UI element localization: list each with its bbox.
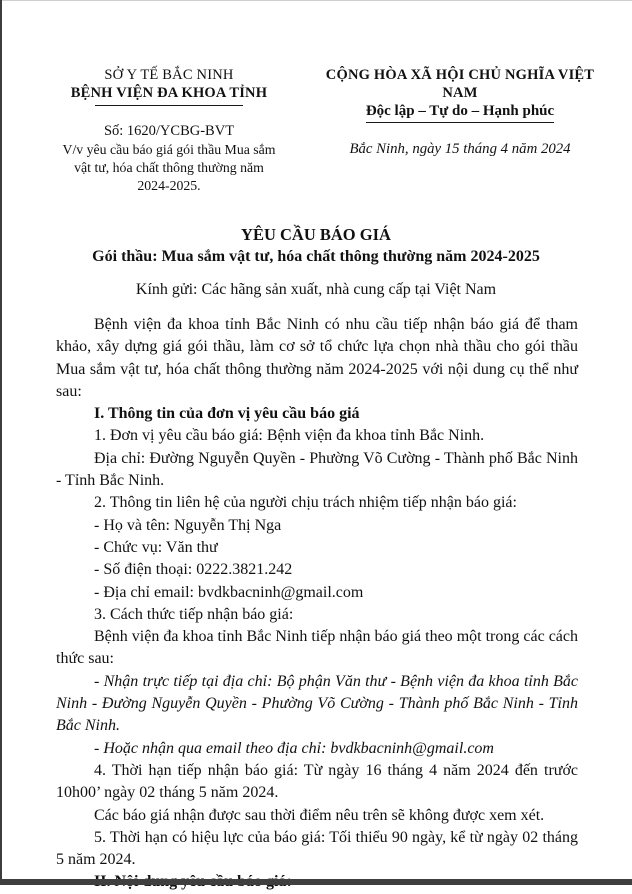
contact-email: - Địa chỉ email: bvdkbacninh@gmail.com [94,583,364,601]
place-date-line: Bắc Ninh, ngày 15 tháng 4 năm 2024 [349,141,571,157]
document-body [56,314,578,894]
scan-edge-bottom [0,879,632,885]
item4-late-note: Các báo giá nhận được sau thời điểm nêu trên sẽ không được xem xét. [94,806,545,824]
method-email-delivery: - Hoặc nhận qua email theo địa chỉ: bvdkbacninh@gmail.com [94,739,494,757]
contact-title: - Chức vụ: Văn thư [94,538,218,556]
national-motto-line1: CỘNG HÒA XÃ HỘI CHỦ NGHĨA VIỆT NAM [325,67,595,101]
scan-edge-top [0,0,632,1]
document-number: Số: 1620/YCBG-BVT [103,123,235,139]
issuing-org-block [34,66,304,195]
document-header [0,0,632,195]
item2-contact-heading: 2. Thông tin liên hệ của người chịu trách nhiệm tiếp nhận báo giá: [94,494,517,512]
unit-address: Địa chỉ: Đường Nguyễn Quyền - Phường Võ Cường - Thành phố Bắc Ninh - Tỉnh Bắc Ninh. [56,449,578,490]
item3-method-heading: 3. Cách thức tiếp nhận báo giá: [94,605,294,623]
parent-org-name: SỞ Y TẾ BẮC NINH [104,67,234,83]
document-subject: V/v yêu cầu báo giá gói thầu Mua sắm vật tư, hóa chất thông thường năm 2024-2025. [62,142,276,193]
org-name: BỆNH VIỆN ĐA KHOA TỈNH [70,85,268,101]
contact-phone: - Số điện thoại: 0222.3821.242 [94,561,293,579]
item3-method-intro: Bệnh viện đa khoa tỉnh Bắc Ninh tiếp nhận báo giá theo một trong các cách thức sau: [56,628,578,668]
document-title: YÊU CẦU BÁO GIÁ [241,225,391,244]
intro-paragraph: Bệnh viện đa khoa tỉnh Bắc Ninh có nhu cầu tiếp nhận báo giá để tham khảo, xây dựng giá gói thầu, làm cơ sở tổ chức lựa chọn nhà thầu cho gói thầu Mua sắm vật tư, hóa chất thông thường năm 2024-2025 với nội dung cụ thể như sau: [56,316,578,400]
item4-deadline: 4. Thời hạn tiếp nhận báo giá: Từ ngày 16 tháng 4 năm 2024 đến trước 10h00’ ngày 02 tháng 5 năm 2024. [56,761,578,802]
section1-heading: I. Thông tin của đơn vị yêu cầu báo giá [94,405,360,423]
national-header-block [310,66,610,195]
item1-requesting-unit: 1. Đơn vị yêu cầu báo giá: Bệnh viện đa khoa tỉnh Bắc Ninh. [94,427,485,445]
package-title: Gói thầu: Mua sắm vật tư, hóa chất thông thường năm 2024-2025 [92,248,540,265]
salutation-line: Kính gửi: Các hãng sản xuất, nhà cung cấp tại Việt Nam [135,281,497,298]
method-direct-delivery: - Nhận trực tiếp tại địa chỉ: Bộ phận Văn thư - Bệnh viện đa khoa tỉnh Bắc Ninh - Đường Nguyễn Quyền - Phường Võ Cường - Thành phố Bắc Ninh - Tỉnh Bắc Ninh. [56,672,578,735]
contact-name: - Họ và tên: Nguyễn Thị Nga [94,516,282,534]
national-motto-line2: Độc lập – Tự do – Hạnh phúc [366,102,554,123]
org-name-underline [95,105,243,106]
item5-validity: 5. Thời hạn có hiệu lực của báo giá: Tối thiểu 90 ngày, kể từ ngày 02 tháng 5 năm 2024. [56,828,578,869]
title-block [0,224,632,268]
scan-edge-left [0,0,2,885]
